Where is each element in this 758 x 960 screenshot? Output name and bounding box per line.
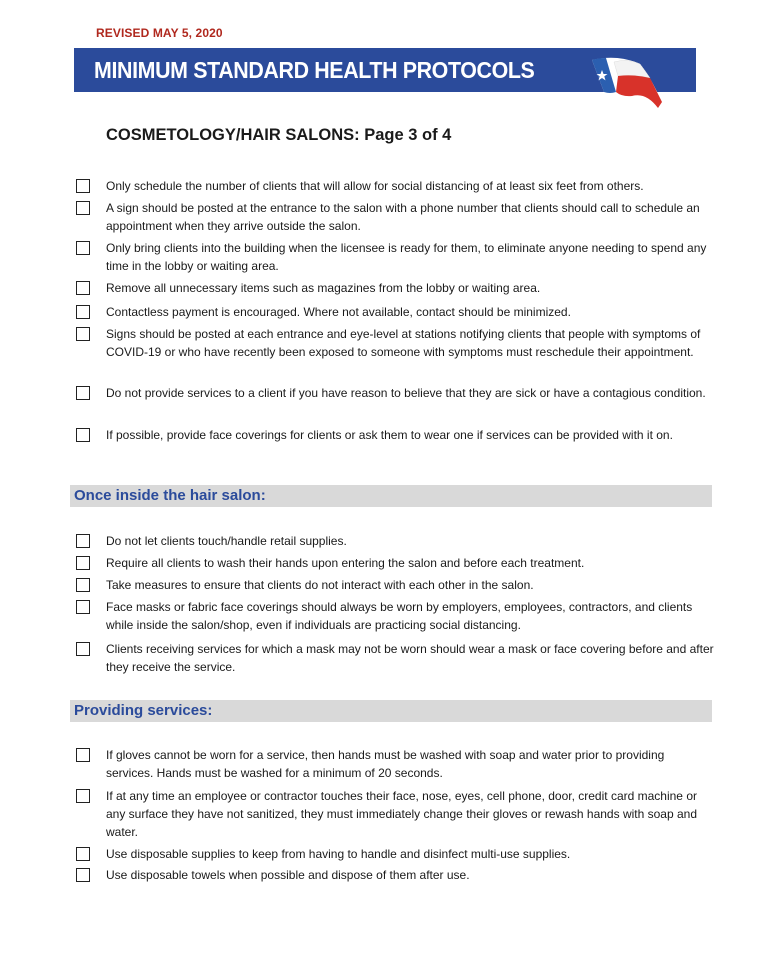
checkbox[interactable] [76, 386, 90, 400]
checkbox[interactable] [76, 556, 90, 570]
item-text: Require all clients to wash their hands upon entering the salon and before each treatment. [106, 556, 585, 570]
page-subtitle: COSMETOLOGY/HAIR SALONS: Page 3 of 4 [106, 126, 452, 144]
item-text: Only schedule the number of clients that will allow for social distancing of at least six feet from others. [106, 179, 644, 193]
item-text: Do not provide services to a client if you have reason to believe that they are sick or have a contagious condition. [106, 386, 706, 400]
checkbox[interactable] [76, 642, 90, 656]
item-text: Signs should be posted at each entrance and eye-level at stations notifying clients that people with symptoms of COVID-19 or who have recently been exposed to someone with symptoms must reschedule their appointment. [106, 327, 701, 359]
item-text: Use disposable supplies to keep from having to handle and disinfect multi-use supplies. [106, 847, 571, 861]
checkbox[interactable] [76, 281, 90, 295]
item-text: Use disposable towels when possible and dispose of them after use. [106, 868, 470, 882]
item-text: If at any time an employee or contractor touches their face, nose, eyes, cell phone, door, credit card machine or any surface they have not sanitized, they must immediately change their gloves or rewash hands with soap and water. [106, 789, 697, 839]
section-title: Once inside the hair salon: [74, 487, 266, 504]
checkbox[interactable] [76, 241, 90, 255]
section-heading-inside [70, 485, 712, 507]
section-title: Providing services: [74, 702, 213, 719]
item-text: A sign should be posted at the entrance to the salon with a phone number that clients should call to schedule an appointment when they arrive outside the salon. [106, 201, 700, 233]
banner-title: MINIMUM STANDARD HEALTH PROTOCOLS [94, 57, 535, 83]
item-text: If gloves cannot be worn for a service, then hands must be washed with soap and water prior to providing services. Hands must be washed for a minimum of 20 seconds. [106, 748, 665, 780]
checkbox[interactable] [76, 305, 90, 319]
item-text: If possible, provide face coverings for clients or ask them to wear one if services can be provided with it on. [106, 428, 673, 442]
item-text: Do not let clients touch/handle retail supplies. [106, 534, 347, 548]
checkbox[interactable] [76, 600, 90, 614]
checkbox[interactable] [76, 847, 90, 861]
checkbox[interactable] [76, 789, 90, 803]
texas-flag-icon [588, 52, 670, 110]
checkbox[interactable] [76, 327, 90, 341]
checkbox[interactable] [76, 748, 90, 762]
item-text: Face masks or fabric face coverings should always be worn by employers, employees, contractors, and clients while inside the salon/shop, even if individuals are practicing social distancing. [106, 600, 693, 632]
item-text: Contactless payment is encouraged. Where not available, contact should be minimized. [106, 305, 571, 319]
revised-date: REVISED MAY 5, 2020 [96, 26, 223, 40]
item-text: Only bring clients into the building when the licensee is ready for them, to eliminate anyone needing to spend any time in the lobby or waiting area. [106, 241, 707, 273]
item-text: Take measures to ensure that clients do not interact with each other in the salon. [106, 578, 534, 592]
checkbox[interactable] [76, 868, 90, 882]
item-text: Clients receiving services for which a mask may not be worn should wear a mask or face covering before and after they receive the service. [106, 642, 714, 674]
checkbox[interactable] [76, 428, 90, 442]
checkbox[interactable] [76, 179, 90, 193]
item-text: Remove all unnecessary items such as magazines from the lobby or waiting area. [106, 281, 541, 295]
checkbox[interactable] [76, 201, 90, 215]
checkbox[interactable] [76, 578, 90, 592]
checkbox[interactable] [76, 534, 90, 548]
section-heading-services [70, 700, 712, 722]
